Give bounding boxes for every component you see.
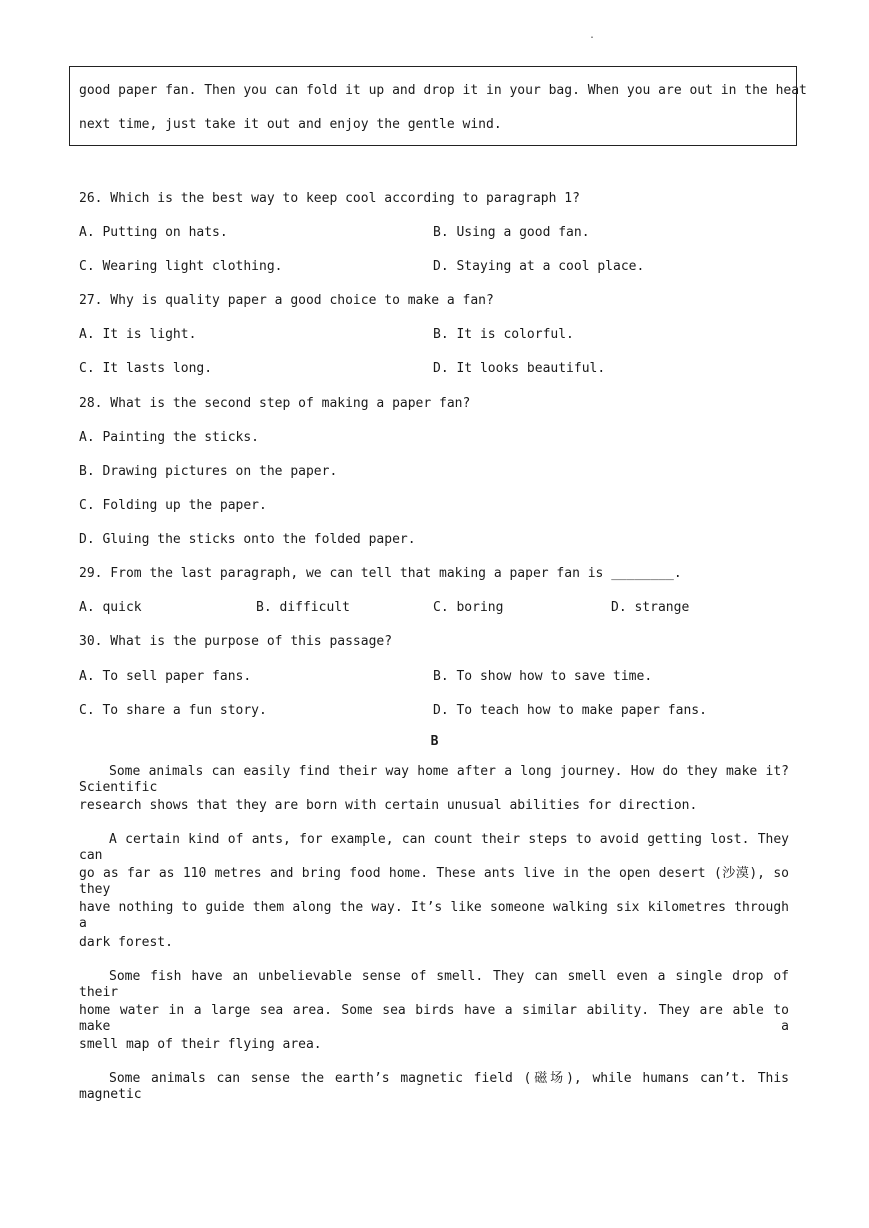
question-27-option-c[interactable]: C. It lasts long. bbox=[79, 361, 213, 376]
passage-b-line-6: dark forest. bbox=[79, 935, 173, 950]
question-28-stem: 28. What is the second step of making a paper fan? bbox=[79, 396, 471, 411]
box-line-2: next time, just take it out and enjoy the gentle wind. bbox=[79, 117, 502, 132]
question-26-option-a[interactable]: A. Putting on hats. bbox=[79, 225, 228, 240]
question-26-stem: 26. Which is the best way to keep cool according to paragraph 1? bbox=[79, 191, 580, 206]
question-26-option-c[interactable]: C. Wearing light clothing. bbox=[79, 259, 283, 274]
question-29-stem: 29. From the last paragraph, we can tell that making a paper fan is ________. bbox=[79, 566, 682, 581]
passage-b-line-4: go as far as 110 metres and bring food home. These ants live in the open desert (沙漠), so they bbox=[79, 866, 789, 897]
question-30-option-a[interactable]: A. To sell paper fans. bbox=[79, 669, 252, 684]
passage-b-line-8: home water in a large sea area. Some sea birds have a similar ability. They are able to make a bbox=[79, 1003, 789, 1034]
question-29-option-b[interactable]: B. difficult bbox=[256, 600, 350, 615]
question-29-option-c[interactable]: C. boring bbox=[433, 600, 504, 615]
question-28-option-b[interactable]: B. Drawing pictures on the paper. bbox=[79, 464, 338, 479]
passage-b-line-10: Some animals can sense the earth’s magnetic field (磁场), while humans can’t. This magnetic bbox=[79, 1071, 789, 1102]
passage-box bbox=[69, 66, 807, 146]
question-26-option-b[interactable]: B. Using a good fan. bbox=[433, 225, 590, 240]
section-b-heading: B bbox=[430, 734, 439, 749]
question-29-option-d[interactable]: D. strange bbox=[611, 600, 690, 615]
box-line-1: good paper fan. Then you can fold it up and drop it in your bag. When you are out in the heat bbox=[79, 83, 807, 98]
passage-b-line-7: Some fish have an unbelievable sense of smell. They can smell even a single drop of their bbox=[79, 969, 789, 1000]
question-27-option-a[interactable]: A. It is light. bbox=[79, 327, 197, 342]
question-26-option-d[interactable]: D. Staying at a cool place. bbox=[433, 259, 645, 274]
question-29-option-a[interactable]: A. quick bbox=[79, 600, 142, 615]
question-30-option-b[interactable]: B. To show how to save time. bbox=[433, 669, 653, 684]
question-28-option-a[interactable]: A. Painting the sticks. bbox=[79, 430, 260, 445]
question-30-stem: 30. What is the purpose of this passage? bbox=[79, 634, 393, 649]
passage-b-line-5: have nothing to guide them along the way. It’s like someone walking six kilometres through a bbox=[79, 900, 789, 931]
question-30-option-c[interactable]: C. To share a fun story. bbox=[79, 703, 267, 718]
passage-b-line-9: smell map of their flying area. bbox=[79, 1037, 322, 1052]
header-dot: . bbox=[589, 30, 596, 41]
passage-b-line-2: research shows that they are born with certain unusual abilities for direction. bbox=[79, 798, 698, 813]
question-28-option-d[interactable]: D. Gluing the sticks onto the folded paper. bbox=[79, 532, 416, 547]
passage-b-line-1: Some animals can easily find their way home after a long journey. How do they make it? Scientific bbox=[79, 764, 789, 795]
question-30-option-d[interactable]: D. To teach how to make paper fans. bbox=[433, 703, 707, 718]
question-27-stem: 27. Why is quality paper a good choice to make a fan? bbox=[79, 293, 494, 308]
question-27-option-b[interactable]: B. It is colorful. bbox=[433, 327, 574, 342]
passage-b-line-3: A certain kind of ants, for example, can count their steps to avoid getting lost. They can bbox=[79, 832, 789, 863]
question-28-option-c[interactable]: C. Folding up the paper. bbox=[79, 498, 267, 513]
question-27-option-d[interactable]: D. It looks beautiful. bbox=[433, 361, 606, 376]
